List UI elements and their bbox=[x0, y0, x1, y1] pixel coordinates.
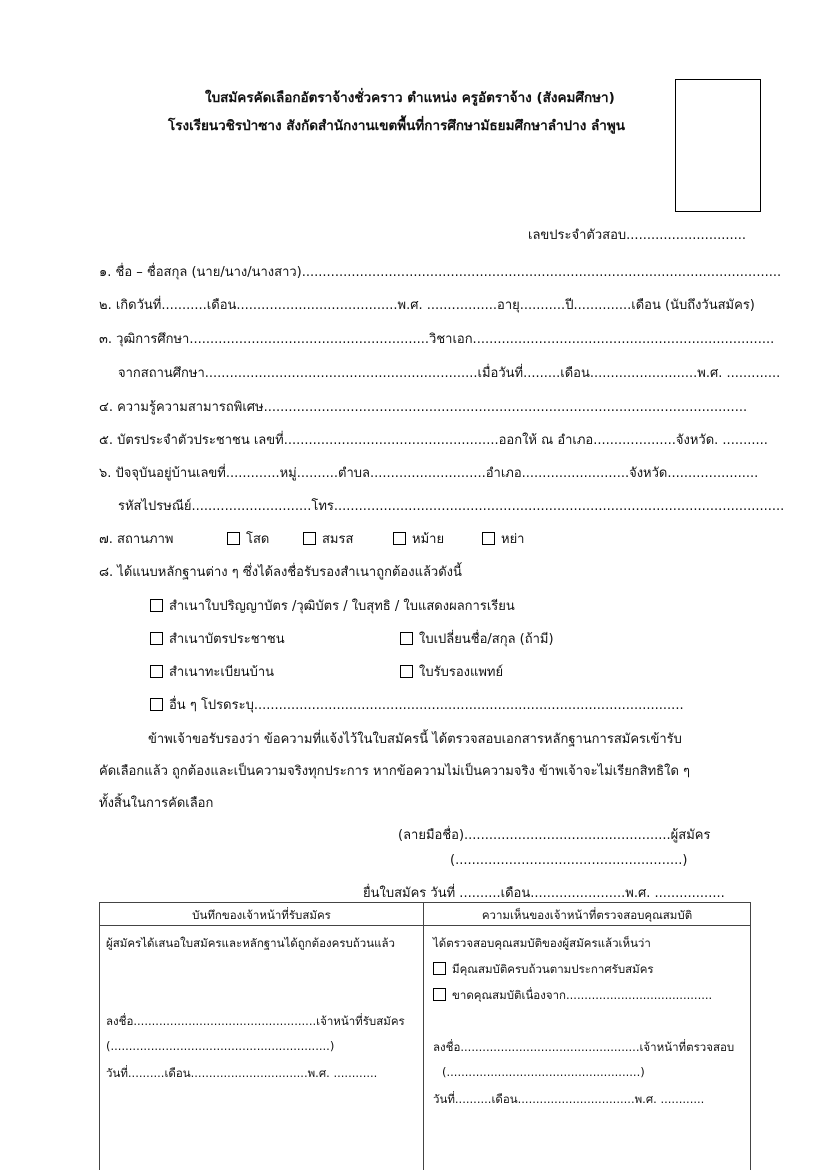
checkbox-medical[interactable] bbox=[400, 665, 413, 678]
doc-degree-option[interactable]: สำเนาใบปริญญาบัตร /วุฒิบัตร / ใบสุทธิ / ใบแสดงผลการเรียน bbox=[150, 595, 515, 616]
checkbox-unqualified[interactable] bbox=[433, 988, 446, 1001]
table-divider-horizontal bbox=[100, 925, 750, 926]
special-skill-field[interactable]: ๔. ความรู้ความสามารถพิเศษ..................................................................................................................... bbox=[99, 400, 748, 415]
verifier-unqualified-option[interactable]: ขาดคุณสมบัติเนื่องจาก........................................ bbox=[433, 987, 712, 1005]
applicant-name-field[interactable]: (.......................................................) bbox=[450, 853, 688, 868]
submit-date-field[interactable]: ยื่นใบสมัคร วันที่ ..........เดือน.......................พ.ศ. ................. bbox=[363, 886, 725, 901]
receiver-date-field[interactable]: วันที่..........เดือน................................พ.ศ. ............ bbox=[106, 1066, 378, 1080]
verifier-header: ความเห็นของเจ้าหน้าที่ตรวจสอบคุณสมบัติ bbox=[481, 908, 693, 922]
receiver-note: ผู้สมัครได้เสนอใบสมัครและหลักฐานได้ถูกต้องครบถ้วนแล้ว bbox=[106, 936, 395, 950]
status-widowed-option[interactable]: หม้าย bbox=[393, 528, 444, 549]
verifier-qualified-option[interactable]: มีคุณสมบัติครบถ้วนตามประกาศรับสมัคร bbox=[433, 961, 654, 979]
postal-phone-field[interactable]: รหัสไปรษณีย์.............................โทร............................................................................................................. bbox=[118, 499, 785, 514]
checkbox-house[interactable] bbox=[150, 665, 163, 678]
checkbox-other[interactable] bbox=[150, 698, 163, 711]
checkbox-idcard[interactable] bbox=[150, 632, 163, 645]
institution-field[interactable]: จากสถานศึกษา..................................................................เมื่อวันที่.........เดือน..........................พ.ศ. ............. bbox=[118, 366, 781, 381]
form-title-line1: ใบสมัครคัดเลือกอัตราจ้างชั่วคราว ตำแหน่ง ครูอัตราจ้าง (สังคมศึกษา) bbox=[205, 90, 615, 106]
doc-idcard-option[interactable]: สำเนาบัตรประชาชน bbox=[150, 628, 285, 649]
photo-box bbox=[675, 79, 761, 212]
address-field[interactable]: ๖. ปัจจุบันอยู่บ้านเลขที่.............หมู่..........ตำบล............................อำเภอ..........................จังหวัด...................... bbox=[99, 466, 759, 481]
name-field[interactable]: ๑. ชื่อ – ชื่อสกุล (นาย/นาง/นางสาว).................................................................................................................... bbox=[99, 265, 782, 280]
id-card-field[interactable]: ๕. บัตรประจำตัวประชาชน เลขที่....................................................ออกให้ ณ อำเภอ....................จังหวัด. ........... bbox=[99, 433, 768, 448]
checkbox-widowed[interactable] bbox=[393, 532, 406, 545]
form-title-line2: โรงเรียนวชิรป่าซาง สังกัดสำนักงานเขตพื้นที่การศึกษามัธยมศึกษาลำปาง ลำพูน bbox=[168, 118, 625, 134]
checkbox-degree[interactable] bbox=[150, 599, 163, 612]
doc-medical-option[interactable]: ใบรับรองแพทย์ bbox=[400, 661, 503, 682]
receiver-header: บันทึกของเจ้าหน้าที่รับสมัคร bbox=[192, 908, 331, 922]
verifier-note: ได้ตรวจสอบคุณสมบัติของผู้สมัครแล้วเห็นว่า bbox=[433, 936, 651, 950]
verifier-signature-field[interactable]: ลงชื่อ.................................................เจ้าหน้าที่ตรวจสอบ bbox=[433, 1040, 735, 1054]
applicant-signature-field[interactable]: (ลายมือชื่อ)..................................................ผู้สมัคร bbox=[398, 828, 711, 843]
receiver-name-field[interactable]: (............................................................) bbox=[106, 1039, 335, 1053]
checkbox-married[interactable] bbox=[303, 532, 316, 545]
doc-other-option[interactable]: อื่น ๆ โปรดระบุ........................................................................................................ bbox=[150, 694, 684, 715]
doc-namechange-option[interactable]: ใบเปลี่ยนชื่อ/สกุล (ถ้ามี) bbox=[400, 628, 554, 649]
receiver-signature-field[interactable]: ลงชื่อ..................................................เจ้าหน้าที่รับสมัคร bbox=[106, 1014, 405, 1028]
checkbox-namechange[interactable] bbox=[400, 632, 413, 645]
status-divorced-option[interactable]: หย่า bbox=[482, 528, 525, 549]
status-label: ๗. สถานภาพ bbox=[99, 532, 174, 547]
declaration-line3: ทั้งสิ้นในการคัดเลือก bbox=[99, 796, 214, 811]
checkbox-single[interactable] bbox=[227, 532, 240, 545]
table-divider-vertical bbox=[423, 903, 424, 1170]
verifier-name-field[interactable]: (.....................................................) bbox=[442, 1065, 645, 1079]
declaration-line2: คัดเลือกแล้ว ถูกต้องและเป็นความจริงทุกประการ หากข้อความไม่เป็นความจริง ข้าพเจ้าจะไม่เรียกสิทธิใด ๆ bbox=[99, 764, 691, 779]
status-single-option[interactable]: โสด bbox=[227, 528, 269, 549]
declaration-line1: ข้าพเจ้าขอรับรองว่า ข้อความที่แจ้งไว้ในใบสมัครนี้ ได้ตรวจสอบเอกสารหลักฐานการสมัครเข้ารับ bbox=[148, 732, 682, 747]
officer-notes-table bbox=[99, 902, 751, 1170]
doc-house-option[interactable]: สำเนาทะเบียนบ้าน bbox=[150, 661, 274, 682]
education-field[interactable]: ๓. วุฒิการศึกษา..........................................................วิชาเอก......................................................................... bbox=[99, 332, 775, 347]
status-married-option[interactable]: สมรส bbox=[303, 528, 353, 549]
attachments-label: ๘. ได้แนบหลักฐานต่าง ๆ ซึ่งได้ลงชื่อรับรองสำเนาถูกต้องแล้วดังนี้ bbox=[99, 565, 462, 580]
verifier-date-field[interactable]: วันที่..........เดือน................................พ.ศ. ............ bbox=[433, 1092, 705, 1106]
checkbox-divorced[interactable] bbox=[482, 532, 495, 545]
checkbox-qualified[interactable] bbox=[433, 962, 446, 975]
birth-date-field[interactable]: ๒. เกิดวันที่...........เดือน.......................................พ.ศ. .................อายุ...........ปี..............เดือน (นับถึงวันสมัคร) bbox=[99, 298, 755, 313]
exam-id-field[interactable]: เลขประจำตัวสอบ............................. bbox=[528, 228, 747, 243]
